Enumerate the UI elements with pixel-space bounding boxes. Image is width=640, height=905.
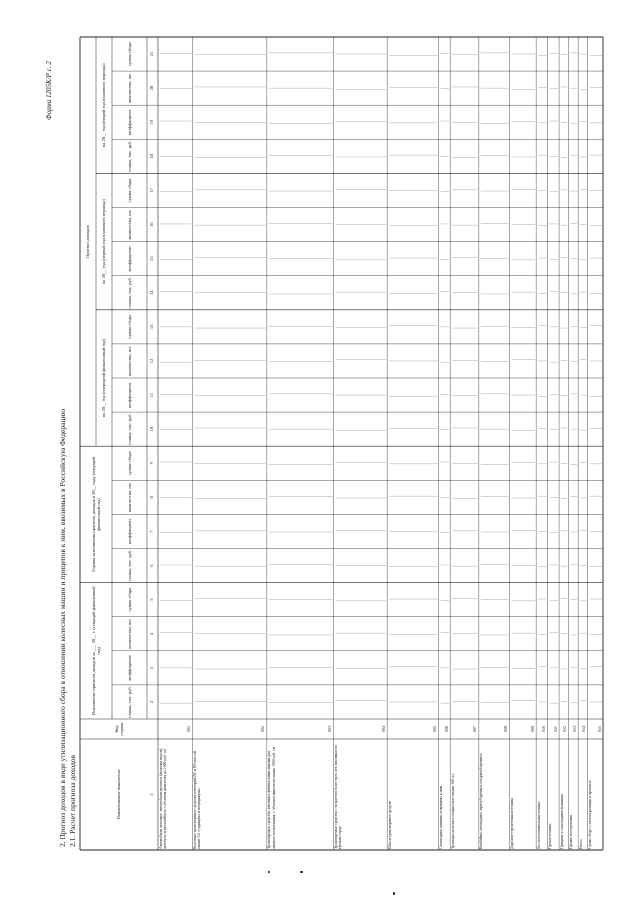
column-number: 1 (149, 793, 154, 796)
column-number: 18 (149, 154, 154, 159)
row-code: 013 (571, 726, 577, 732)
subcolumn-header: коэффициент (126, 655, 132, 681)
row-code: 007 (472, 726, 478, 732)
column-number: 3 (149, 666, 154, 669)
row-label: Шасси транспортных средств (387, 800, 392, 849)
column-number: 21 (149, 51, 154, 57)
year1-header: на 20__ год (очередной финансовый год) (101, 338, 107, 418)
row-label: Колесные транспортные средства категорий N2 и N3 массой свыше 3,5 т, прицепы и полуприцепы (192, 751, 202, 849)
row-code: 010 (541, 726, 547, 732)
row-label: Прицепы к самоходным машинам (559, 794, 564, 849)
column-number: 14 (149, 290, 154, 296)
row-label: Комбайны самоходные зерноуборочные и кормоуборочные (479, 753, 484, 849)
subcolumn-header: коэффициент (126, 518, 132, 545)
row-code: 002 (260, 726, 266, 732)
row-code: 004 (380, 726, 386, 732)
row-code: 003 (327, 726, 333, 732)
code-column-header: Код строки (113, 722, 124, 736)
row-label: Тракторы колесные мощностью свыше 100 л.с. (450, 772, 455, 849)
subcolumn-header: сумма сбора (126, 42, 132, 66)
column-number: 16 (149, 222, 154, 227)
column-number: 13 (149, 324, 154, 330)
subcolumn-header: количество, шт. (126, 73, 132, 104)
subcolumn-header: сумма сбора (126, 314, 132, 339)
column-number: 7 (149, 530, 154, 533)
column-number: 12 (149, 358, 154, 364)
row-label: Лесозаготовительная техника (536, 801, 541, 849)
row-label: Итого (578, 839, 583, 849)
row-code: 011 (552, 726, 558, 732)
column-number: 17 (149, 188, 154, 193)
column-number: 15 (149, 256, 154, 261)
row-code: 015 (596, 726, 602, 732)
column-number: 8 (149, 496, 154, 499)
row-label: Автомобили легковые, автомобили грузовые (включая шасси), автобусы и троллейбусы с объемом двигателя до 1000 куб. см (158, 747, 167, 849)
subcolumn-header: сумма сбора (126, 178, 132, 203)
actual-group-header: Исполнение прогноза доходов за ___ 20__ г. (текущий финансовый год) (90, 586, 101, 716)
row-label: Самоходные машины и прицепы к ним (439, 785, 444, 849)
row-label: Дорожно-строительная техника (509, 797, 514, 849)
column-number: 20 (149, 85, 154, 91)
document-subheading: 2.1. Расчет прогноза доходов (68, 754, 77, 847)
document-heading: 2. Прогноз доходов в виде утилизационного сбора в отношении колесных машин и прицепов к ним, ввозимых в Российскую Федерацию (58, 408, 67, 847)
forecast-group-header: Прогноз доходов (85, 225, 91, 258)
year2-header: на 20__ год (первый год планового периода) (101, 199, 107, 284)
year3-header: на 20__ год (второй год планового периода) (101, 63, 107, 148)
row-code: 006 (443, 726, 449, 732)
row-code: 001 (185, 726, 191, 732)
row-code: 009 (529, 726, 535, 732)
subcolumn-header: ставка, тыс. руб. (126, 413, 132, 445)
column-number: 19 (149, 120, 154, 125)
subcolumn-header: сумма сбора (126, 587, 132, 612)
subcolumn-header: количество, шт. (126, 618, 132, 649)
row-code: 008 (502, 726, 508, 732)
row-code: 012 (562, 726, 568, 732)
row-label: Транспортные средства, ввозимые физическими лицами для личного пользования, с объемом двигателя свыше 1000 куб. см (267, 746, 276, 849)
subcolumn-header: количество, шт. (126, 345, 132, 376)
column-number: 9 (149, 462, 154, 465)
row-label: Сумма сбора с учетом разницы в прогнозе (588, 780, 593, 849)
column-number: 4 (149, 632, 154, 635)
column-number: 11 (149, 392, 154, 398)
column-number: 5 (149, 598, 154, 601)
subcolumn-header: коэффициент (126, 382, 132, 408)
column-number: 2 (149, 700, 154, 704)
subcolumn-header: ставка, тыс. руб. (126, 549, 132, 582)
subcolumn-header: ставка, тыс. руб. (126, 277, 132, 309)
row-label: Прочие поступления (569, 815, 574, 849)
subcolumn-header: коэффициент (126, 245, 132, 272)
subcolumn-header: коэффициент (126, 109, 132, 136)
row-label: Прочая техника (548, 823, 553, 849)
subcolumn-header: количество, шт. (126, 209, 132, 240)
subcolumn-header: сумма сбора (126, 451, 132, 476)
column-number: 6 (149, 564, 154, 567)
name-column-header: Наименование показателя (116, 769, 122, 820)
form-identifier: Форма 1205К/Р с. 2 (45, 61, 53, 120)
subcolumn-header: ставка, тыс. руб. (126, 140, 132, 173)
expected-group-header: Оценка исполнения прогноза доходов в 20__ году (текущий финансовый год) (90, 457, 101, 572)
row-code: 005 (432, 726, 438, 732)
row-code: 014 (581, 726, 587, 732)
subcolumn-header: ставка, тыс. руб. (126, 686, 132, 718)
subcolumn-header: количество, шт. (126, 482, 132, 513)
row-label: Транспортные средства с возрастом более трех лет, ввозимые из третьих стран (334, 745, 343, 849)
column-number: 10 (149, 426, 154, 432)
